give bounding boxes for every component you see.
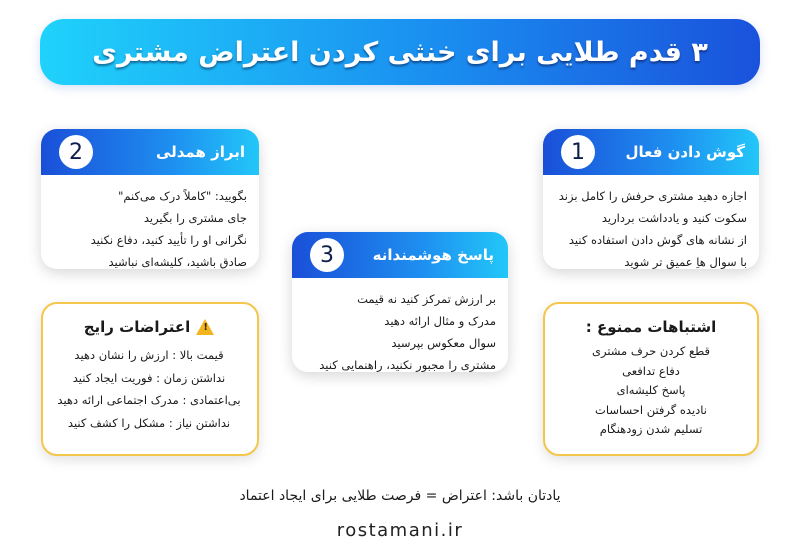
common-objections-title: اعتراضات رایج	[83, 318, 191, 336]
step-title: گوش دادن فعال	[625, 143, 745, 161]
step-card-header	[543, 129, 759, 175]
step-line: مشتری را مجبور نکنید، راهنمایی کنید	[319, 358, 496, 372]
objection-line: بی‌اعتمادی : مدرک اجتماعی ارائه دهید	[57, 393, 241, 407]
step-card-2	[41, 129, 259, 269]
step-number-badge: 2	[59, 135, 93, 169]
step-line: سکوت کنید و یادداشت بردارید	[601, 211, 747, 225]
step-number-badge: 3	[310, 238, 344, 272]
step-card-header	[41, 129, 259, 175]
step-line: بگویید: "کاملاً درک می‌کنم"	[118, 189, 247, 203]
mistake-line: قطع کردن حرف مشتری	[591, 344, 710, 358]
step-line: جای مشتری را بگیرید	[143, 211, 247, 225]
step-line: از نشانه های گوش دادن استفاده کنید	[568, 233, 747, 247]
step-card-body	[543, 175, 759, 281]
step-line: با سوال هاِ عمیق تر شوید	[624, 255, 747, 269]
step-line: صادق باشید، کلیشه‌ای نباشید	[108, 255, 247, 269]
step-number-badge: 1	[561, 135, 595, 169]
title-banner	[40, 19, 760, 85]
step-title: پاسخ هوشمندانه	[372, 246, 494, 264]
mistake-line: دفاع تدافعی	[622, 363, 680, 378]
footer-reminder: یادتان باشد: اعتراض = فرصت طلایی برای ایجاد اعتماد	[239, 488, 561, 504]
step-card-body	[292, 278, 508, 384]
step-card-header	[292, 232, 508, 278]
step-line: اجازه دهید مشتری حرفش را کامل بزند	[558, 189, 747, 203]
step-card-1	[543, 129, 759, 269]
mistake-line: تسلیم شدن زودهنگام	[599, 422, 703, 436]
objection-line: نداشتن زمان : فوریت ایجاد کنید	[72, 370, 226, 385]
step-line: مدرک و مثال ارائه دهید	[384, 314, 496, 328]
step-title: ابراز همدلی	[155, 143, 245, 161]
website-label: rostamani.ir	[336, 520, 464, 541]
step-card-body	[41, 175, 259, 281]
objection-line: نداشتن نیاز : مشکل را کشف کنید	[67, 415, 231, 430]
objection-line: قیمت بالا : ارزش را نشان دهید	[74, 348, 224, 362]
forbidden-mistakes-title: اشتباهات ممنوع :	[585, 318, 717, 336]
step-line: بر ارزش تمرکز کنید نه قیمت	[357, 292, 496, 306]
step-line: نگرانی او را تأیید کنید، دفاع نکنید	[90, 233, 247, 247]
mistake-line: نادیده گرفتن احساسات	[595, 402, 707, 417]
page-title: ۳ قدم طلایی برای خنثی کردن اعتراض مشتری	[92, 36, 708, 68]
common-objections-title-row	[51, 318, 247, 336]
common-objections-box	[41, 302, 259, 456]
warning-icon	[196, 319, 214, 335]
forbidden-mistakes-box	[543, 302, 759, 456]
mistake-line: پاسخ کلیشه‌ای	[616, 383, 686, 397]
step-line: سوال معکوس بپرسید	[391, 336, 496, 350]
step-card-3	[292, 232, 508, 372]
